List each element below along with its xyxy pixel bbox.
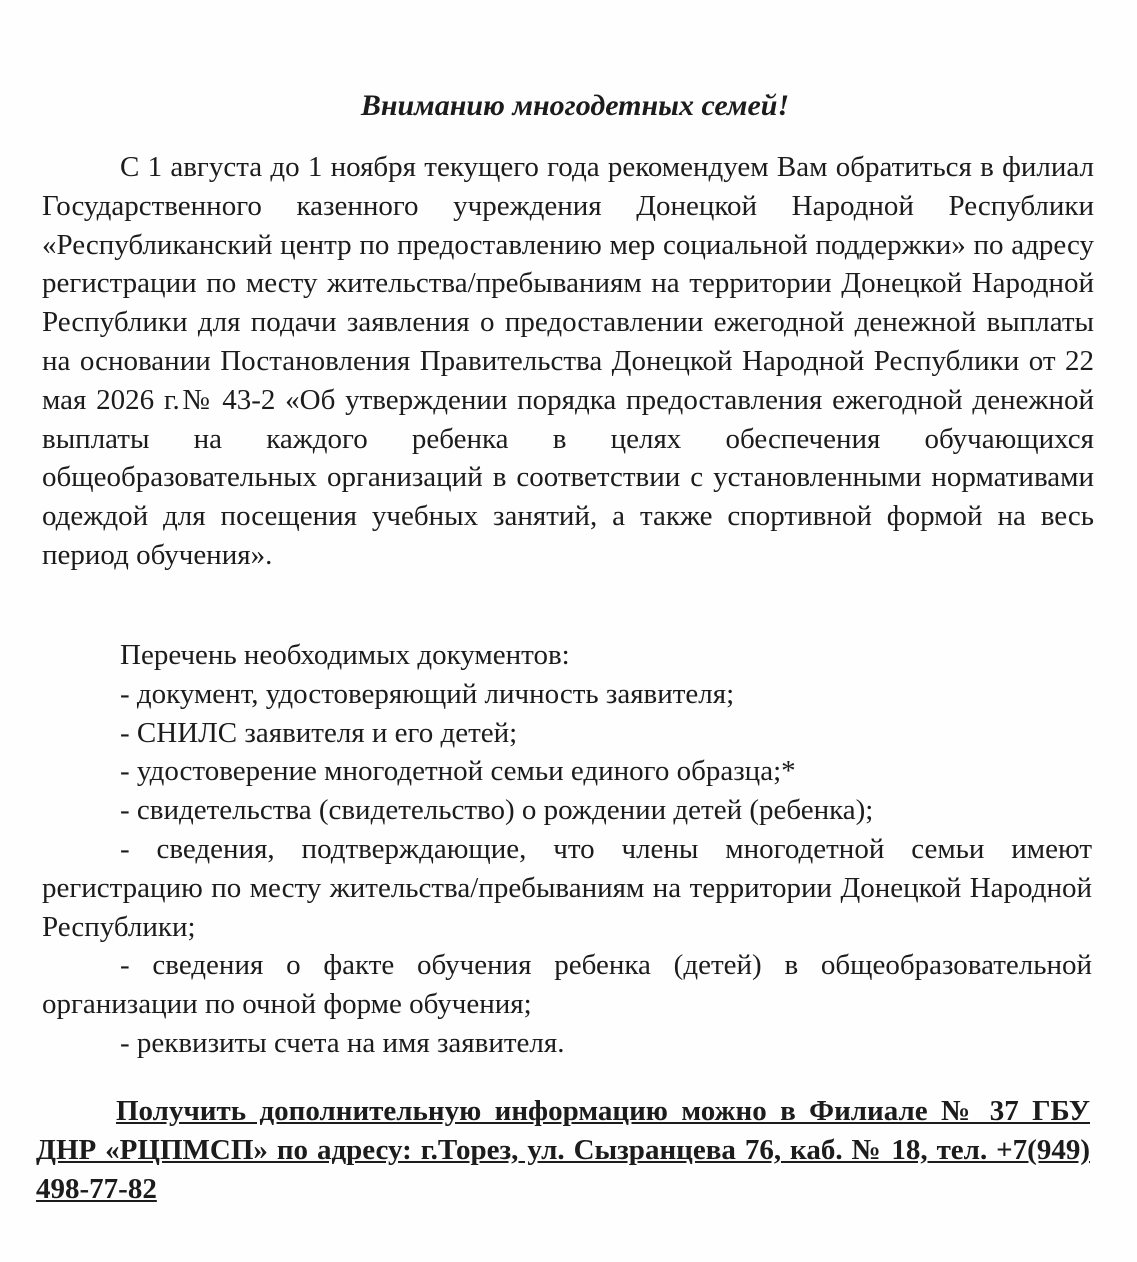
document-title: Вниманию многодетных семей! <box>360 89 790 122</box>
documents-heading: Перечень необходимых документов: <box>120 639 570 671</box>
contact-info: Получить дополнительную информацию можно в Филиале № 37 ГБУ ДНР «РЦПМСП» по адресу: г.Торез, ул. Сызранцева 76, каб. № 18, тел. +7(949) 498-77-82 <box>36 1095 1090 1205</box>
document-item: - реквизиты счета на имя заявителя. <box>120 1026 565 1059</box>
document-item: - сведения, подтверждающие, что члены многодетной семьи имеют регистрацию по месту жительства/пребываниям на территории Донецкой Народной Республики; <box>42 832 1092 943</box>
main-paragraph: С 1 августа до 1 ноября текущего года рекомендуем Вам обратиться в филиал Государственного казенного учреждения Донецкой Народной Республики «Республиканский центр по предоставлению мер социальной поддержки» по адресу регистрации по месту жительства/пребываниям на территории Донецкой Народной Республики для подачи заявления о предоставлении ежегодной денежной выплаты на основании Постановления Правительства Донецкой Народной Республики от 22 мая 2026 г.№ 43-2 «Об утверждении порядка предоставления ежегодной денежной выплаты на каждого ребенка в целях обеспечения обучающихся общеобразовательных организаций в соответствии с установленными нормативами одеждой для посещения учебных занятий, а также спортивной формой на весь период обучения». <box>42 151 1094 571</box>
document-item: - удостоверение многодетной семьи единого образца;* <box>120 755 796 788</box>
document-item: - СНИЛС заявителя и его детей; <box>120 716 518 749</box>
documents-list <box>42 636 1092 1063</box>
document-item: - документ, удостоверяющий личность заявителя; <box>120 677 735 710</box>
document-item: - свидетельства (свидетельство) о рождении детей (ребенка); <box>120 794 874 827</box>
document-item: - сведения о факте обучения ребенка (детей) в общеобразовательной организации по очной форме обучения; <box>42 949 1092 1021</box>
